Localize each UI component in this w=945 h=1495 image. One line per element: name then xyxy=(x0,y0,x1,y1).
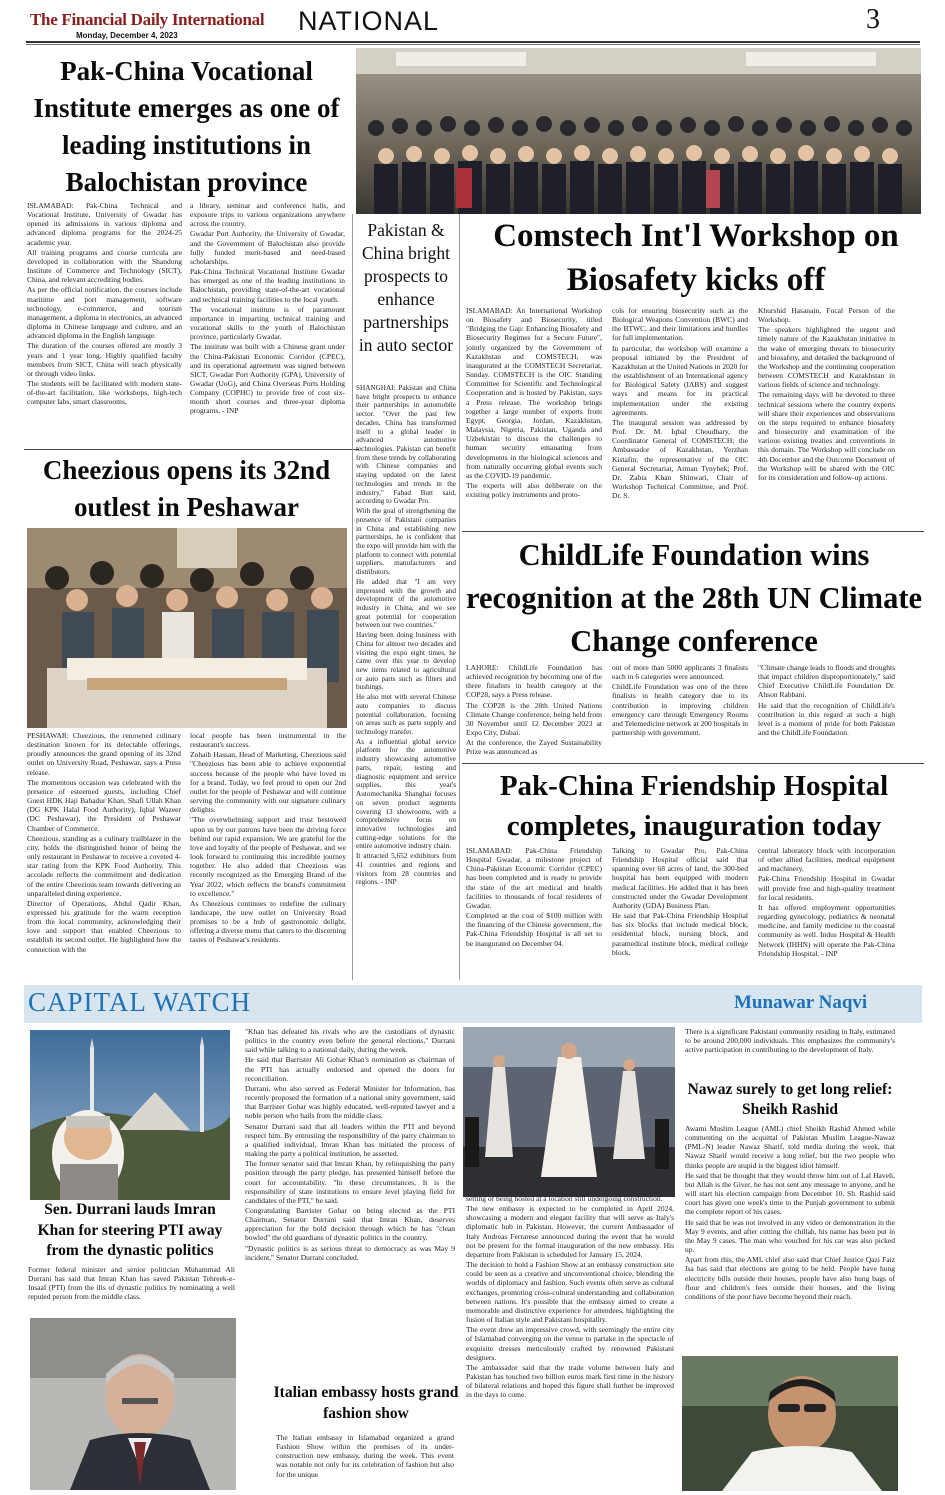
nawaz-col: Awami Muslim League (AML) chief Sheikh Rashid Ahmed while commenting on the acquittal of Pakistan Muslim League-Nawaz (PML-N) leader Nawaz Sharif, told media during the week, that Nawaz Sharif would receive a long relief, but the two people who thinks people are stupid is the biggest idiot himself. He said that he thought that they would throw him out of Lal Haveli, but Allah is the Giver, he has not sent any message to anyone, and he will start his election campaign from December 10. Sh. Rashid said court has given one week's time to the Punjab government to submit the complete report of his cases. He said that he was not involved in any video or demonstration in the May 9 events, and after cutting the chillah, his name has been put in the May 9 cases. The man who vouched for his car was also picked up. Apart from this, the AML chief also said that Chief Justice Qazi Faiz Isa has said that elections are going to be held. People have hung electricity bills outside their houses, people have also hung bags of flour and children's fees outside their houses, and the living conditions of the poor have become beyond their reach. xyxy=(685,1124,895,1301)
comstech-col3: Khurshid Hasanain, Focal Person of the Workshop. The speakers highlighted the urgent and timely nature of the Kazakhstan initiative in the wake of emerging threats to biosecurity and biosafety, and detailed the background of the Workshop and the continuing cooperation between COMSTECH and Kazakhstan in various fields of science and technology. The remaining days will be devoted to three technical sessions where the country experts will share their experiences and observations on the steps required to enhance biosafety and biosecurity and examination of the various existing treaties and conventions in this domain. The Workshop will conclude on 4th December and the Outcome Document of the Workshop will be shared with the OIC for its consideration and follow-up actions. xyxy=(758,306,895,482)
divider xyxy=(24,449,359,450)
italian-col1: The Italian embassy in Islamabad organized a grand Fashion Show within the premises of its under-construction new embassy, during the week. This event was notable not only for its celebration of fashion but also for the unique xyxy=(276,1433,454,1479)
cheezious-photo xyxy=(27,528,347,728)
section-name: NATIONAL xyxy=(298,6,440,36)
childlife-col2: out of more than 5000 applicants 3 finalists each in 6 categories were announced. ChildLife Foundation was one of the three finalists in health category due to its contribution in improving children emergency care through Emergency Rooms and Telemedicine network at 200 hospitals in partnership with government. xyxy=(612,663,748,738)
divider xyxy=(462,763,924,764)
italian-col2: setting of being hosted at a location still undergoing construction. The new embassy is expected to be completed in April 2024, showcasing a modern and elegant facility that will serve as Italy's diplomatic hub in Pakistan. However, the current Ambassador of Italy Andreas Ferrarese announced during the event that he would not be present for the formal inauguration of the new embassy. His departure from Pakistan is scheduled for January 15, 2024. The decision to hold a Fashion Show at an embassy construction site could be seen as a creative and unconventional choice, blending the worlds of diplomacy and fashion. Such events often serve as cultural exchanges, promoting cross-cultural understanding and collaboration between nations. It's possible that the embassy aimed to create a memorable and distinctive experience for attendees, highlighting the fusion of Italian style and Pakistani hospitality. The event drew an impressive crowd, with seemingly the entire city of Islamabad converging on the venue to partake in the spectacle of exquisite dresses meticulously crafted by renowned Pakistani designers. The ambassador said that the trade volume between Italy and Pakistan has touched two billion euros mark first time in the history of bilateral relations and hoped this figure shall further be improved in the days to come. xyxy=(466,1194,674,1400)
issue-date: Monday, December 4, 2023 xyxy=(76,31,178,40)
hospital-col1: ISLAMABAD: Pak-China Friendship Hospital Gwadar, a milestone project of China-Pakistan Economic Corridor (CPEC) has been completed and is ready to provide the state of the art medical and health facilities to thousands of local residents of Gwadar. Completed at the cost of $100 million with the financing of the Chinese government, the Pak-China Friendship Hospital is all set to be inaugurated on December 04. xyxy=(466,846,602,948)
childlife-col1: LAHORE: ChildLife Foundation has achieved recognition by becoming one of the three finalists in health category at the COP28, says a Press release. The COP28 is the 28th United Nations Climate Change conference, being held from 30 November until 12 December 2023 at Expo City, Dubai. At the conference, the Zayed Sustainability Prize was announced as xyxy=(466,663,602,757)
masthead-rule-thin xyxy=(26,44,920,45)
durrani-headline: Sen. Durrani lauds Imran Khan for steering PTI away from the dynastic politics xyxy=(37,1201,223,1259)
divider xyxy=(462,531,924,532)
italy-community-text: There is a significant Pakistani community residing in Italy, estimated to be around 200,000 individuals. This emphasizes the community's active participation in contributing to the development of Italy. xyxy=(685,1027,895,1055)
comstech-col2: cols for ensuring biosecurity such as the Biological Weapons Convention (BWC) and the BTWC, and their limitations and hurdles for full implementation. In particular, the workshop will examine a proposal initiated by the President of Kazakhstan at the United Nations in 2020 for the establishment of an International agency for Biological Safety (IABS) and suggest ways and means for its practical implementation under the existing agreements. The inaugural session was addressed by Prof. Dr. M. Iqbal Choudhary, the Coordinator General of COMSTECH; the Ambassador of Kazakhstan, Yerzhan Kistafin; the representative of the OIC General Secretariat, Arman Tynybek; Prof. Dr. Zabta Khan Shinwari, Chair of Workshop Technical Committee, and Prof. Dr. S. xyxy=(612,306,748,501)
hospital-col2: Talking to Gwadar Pro, Pak-China Friendship Hospital official said that spanning over 68 acres of land, the 300-bed hospital has been equipped with modern medical facilities. He added that it has been constructed under the Gwadar Development Authority (GDA) Business Plan. He said that Pak-China Friendship Hospital has six blocks that include medical block, residential block, nursing block, and paramedical institute block, medical college block, xyxy=(612,846,748,957)
italian-headline: Italian embassy hosts grand fashion show xyxy=(273,1384,459,1422)
nawaz-headline: Nawaz surely to get long relief: Sheikh Rashid xyxy=(687,1081,893,1118)
hospital-col3: central laboratory block with incorporation of other allied facilities, medical equipment and machinery. Pak-China Friendship Hospital in Gwadar will provide free and high-quality treatment for local residents. It has offered employment opportunities regarding gynecology, pediatrics & neonatal medicine, and family medicine to the coastal community as well. Indus Hospital & Health Network (IHHN) will operate the Pak-China Friendship Hospital. - INP xyxy=(758,846,895,958)
durrani-col: "Khan has defeated his rivals who are the custodians of dynastic politics in the country even before the general elections," Durrani said while talking to a national daily, during the week. He said that Barrister Ali Gohar Khan's nomination as chairman of the PTI has actually endorsed and opened the doors for reconciliation. Durrani, who also served as Federal Minister for Information, has recently proposed the formation of a national unity government, said that Barrister Gohar was highly educated, well-reputed lawyer and a noble person who hails from the middle class. Senator Durrani said that all leaders within the PTI and beyond respect him. By entrusting the responsibility of the party chairman to a qualified individual, Imran Khan has initiated the process of making the party a political institution, he asserted. The former senator said that Imran Khan, by relinquishing the party position through the party pledge, has presented himself before the court for accountability. "In these circumstances, It is the responsibility of state institutions to ensure level playing field for candidates of the PTI," he said. Congratulating Barrister Gohar on being elected as the PTI Chairman, Senator Durrani said that Imran Khan, deserves appreciation for the bold decision through which he has "clean bowled" the old guardians of dynastic politics in the country. "Dynastic politics is as serious threat to democracy as was May 9 incident," Senator Durrani concluded. xyxy=(245,1027,455,1262)
page-number: 3 xyxy=(866,4,880,35)
sheikh-rashid-photo xyxy=(682,1356,898,1491)
workshop-group-photo xyxy=(356,48,921,214)
auto-headline: Pakistan & China bright prospects to enhance partnerships in auto sector xyxy=(358,220,454,355)
cheezious-col1: PESHAWAR: Cheezious, the renowned culinary destination known for its delectable offerings, proudly announces the grand opening of its 32nd outlet on University Road, Peshawar, says a Press release. The momentous occasion was celebrated with the presence of esteemed guests, including Chief Guest HDK Haji Bahadur Khan, Shafi Ullah Khan (DG KPK Halal Food Authority), Iqbal Wazeer (DC Peshawar), the President of Peshawar Chamber of Commerce. Cheezious, standing as a culinary trailblazer in the city, holds the distinguished honor of being the only restaurant in Peshawar to receive a coveted 4-star rating from the KPK Food Authority. This accolade reflects the commitment and dedication of the entire Cheezious team towards delivering an unparalleled dining experience. Director of Operations, Abdul Qadir Khan, expressed his gratitude for the warm reception from the local community, acknowledging their love and support that enabled Cheezious to establish its second outlet. He highlighted how the connection with the xyxy=(27,731,181,954)
capital-watch-title: CAPITAL WATCH xyxy=(28,987,252,1017)
paper-name: The Financial Daily International xyxy=(30,10,265,29)
cheezious-col2: local people has been instrumental in the restaurant's success. Zohaib Hassan, Head of Marketing, Cheezious said "Cheezious has been able to achieve exponential success because of the people who have loved us for a brand. Today, we feel proud to open our 2nd outlet for the people of Peshawar and will continue serving the community with our signature culinary delights. "The overwhelming support and trust bestowed upon us by our patrons have been the driving force behind our rapid expansion. We are grateful for the love and loyalty of the people of Peshawar, and we look forward to continuing this incredible journey together. He also added that Cheezious was recently recognized as the Emerging Brand of the Year 2022, which reflects the brand's commitment to excellence." As Cheezious continues to redefine the culinary landscape, the new outlet on University Road promises to be a hub of gastronomic delight, offering a diverse menu that caters to the discerning tastes of Peshawar's residents. xyxy=(190,731,346,945)
divider xyxy=(459,214,460,980)
cheezious-headline: Cheezious opens its 32nd outlest in Peshawar xyxy=(42,455,331,522)
auto-body: SHANGHAI: Pakistan and China have bright prospects to enhance their partnerships in automobile sector. "Over the past few decades, China has transformed itself to a global leader in advanced automotive technologies. Pakistan can benefit from these trends by collaborating with Chinese companies and staying updated on the latest technologies and trends in the industry," Fahad Butt said, according to Gwadar Pro. With the goal of strengthening the presence of Pakistani companies in China and establishing new partnerships, he is confident that the expo will provide him with the platform to connect with potential suppliers, manufacturers and distributors. He added that "I am very impressed with the growth and development of the automotive industry in China, and we see great potential for cooperation between our two countries." Having been doing business with China for almost two decades and visiting the expo eight times, he came over this year to develop new items related to agricultural or auto parts such as filters and bushings. He also met with several Chinese auto companies to discuss potential collaboration, focusing on areas such as parts supply and technology transfer. As a influential global service platform for the automotive industry showcasing automotive parts, repair, testing and diagnostic equipment and service supplies, this year's Automechanika Shanghai focuses on seven product segments covering 13 showrooms, with a comprehensive focus on innovative technologies and cutting-edge solutions for the entire automotive industry chain. It attracted 5,652 exhibitors from 41 countries and regions and visitors from 28 countries and regions. - INP xyxy=(356,384,456,887)
childlife-headline: ChildLife Foundation wins recognition at the 28th UN Climate Change conference xyxy=(465,538,923,658)
vocational-col2: a library, seminar and conference halls, and exposure trips to various organizations anywhere across the country. Gwadar Port Authority, the University of Gwadar, and the Government of Balochistan also provide fully funded merit-based and need-based scholarships. Pak-China Technical Vocational Institute Gwadar has emerged as one of the leading institutions in Balochistan, providing state-of-the-art vocational and technical training facilities to the local youth. The vocational institute is of paramount importance in imparting technical training and vocational skills to the youth of Balochistan province, particularly Gwadar. The institute was built with a Chinese grant under the China-Pakistan Economic Corridor (CPEC), and its operational agreement was signed between SICT, Gwadar Port Authority (GPA), University of Gwadar (UoG), and China Overseas Ports Holding Company (COPHC) to provide free of cost six-month short courses and three-year diploma programs. - INP xyxy=(190,201,345,416)
capital-watch-banner xyxy=(24,985,922,1023)
durrani-intro: Former federal minister and senior politician Muhammad Ali Durrani has said that Imran Khan has saved Pakistan Tehreek-e-Insaaf (PTI) from the ills of dynastic politics by nominating a well reputed person from the middle class. xyxy=(28,1265,235,1302)
comstech-headline: Comstech Int'l Workshop on Biosafety kicks off xyxy=(493,218,899,298)
hospital-headline: Pak-China Friendship Hospital completes, inauguration today xyxy=(499,770,889,842)
columnist-name: Munawar Naqvi xyxy=(734,992,868,1013)
masthead-rule xyxy=(26,41,920,43)
vocational-headline: Pak-China Vocational Institute emerges as one of leading institutions in Balochistan province xyxy=(33,56,340,197)
fashion-show-photo xyxy=(463,1027,675,1197)
faisal-mosque-durrani-photo xyxy=(30,1030,230,1200)
divider xyxy=(352,214,353,980)
comstech-col1: ISLAMABAD: An International Workshop on Biosafety and Biosecurity, titled "Bridging the Gap: Enhancing Biosafety and Biosecurity Regimes for a Secure Future", jointly organized by the Government of Kazakhstan and COMSTECH, was inaugurated at the COMSTECH Secretariat, Sunday. COMSTECH is the OIC Standing Committee for Scientific and Technological Cooperation and is hosted by Pakistan, says a Press release. The workshop brings together a large number of experts from Egypt, Georgia, Jordan, Kazakhstan, Malaysia, Nigeria, Pakistan, Uganda and Uzbekistan to discuss the challenges to human security emanating from developments in the biological sciences and from naturally occurring global events such as the COVID-19 pandemic. The experts will also deliberate on the existing policy instruments and proto- xyxy=(466,306,602,500)
durrani-portrait-photo xyxy=(30,1318,236,1490)
childlife-col3: "Climate change leads to floods and droughts that impact children disproportionately," said Chief Executive ChildLife Foundation Dr. Ahson Rabbani. He said that the recognition of ChildLife's contribution in this regard at such a high level is a moment of pride for both Pakistan and the ChildLife Foundation. xyxy=(758,663,895,738)
vocational-col1: ISLAMABAD: Pak-China Technical and Vocational Institute, University of Gwadar has opened its admissions in various diploma and advanced diploma programs for the 2024-25 academic year. All training programs and course curricula are developed in collaboration with the Shandong Institute of Commerce and Technology (SICT), China, and relevant accrediting bodies. As per the official notification, the courses include maritime and port management, software technology, e-commerce, and tourism management, a diploma in electronics, an advanced diploma in Chinese language and culture, and an advanced diploma in the English language. The duration of the courses offered are mostly 3 years and 1 year long. Highly qualified faculty members from SICT, China will teach physically or through video links. The students will be facilitated with modern state-of-the-art facilitation, like workshops, high-tech computer labs, smart classrooms, xyxy=(27,201,182,407)
